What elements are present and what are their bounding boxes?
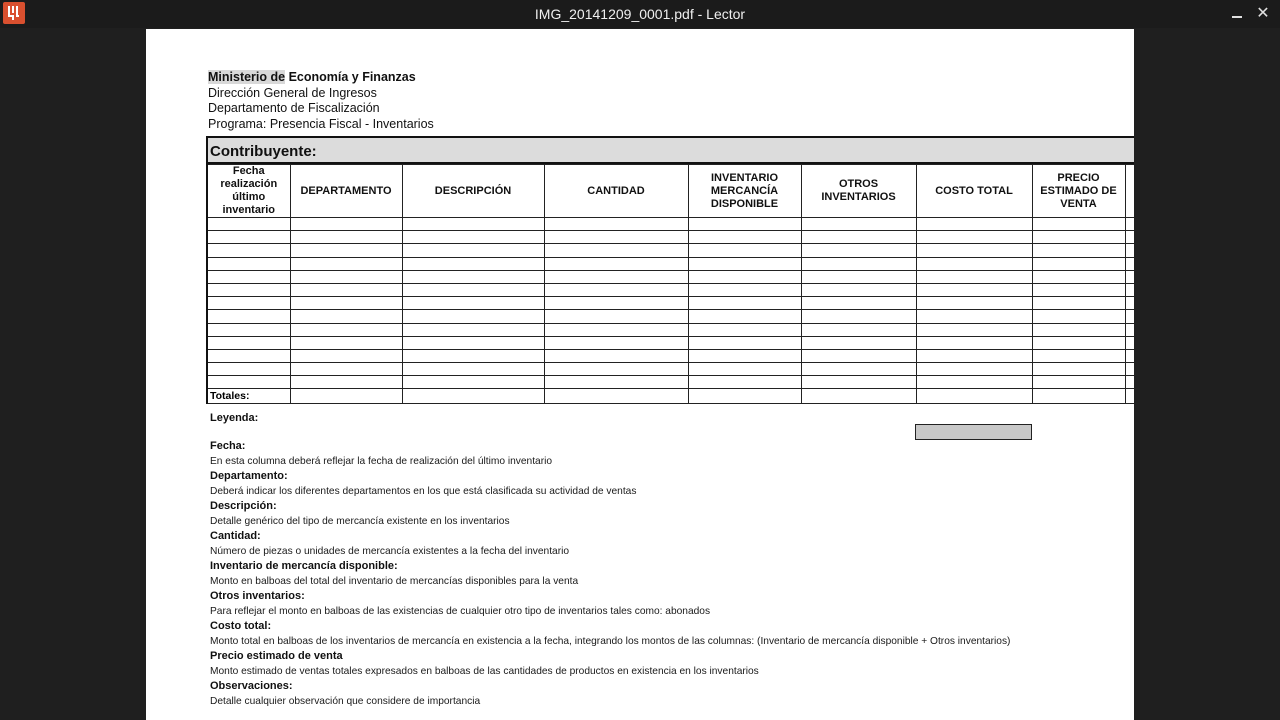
table-cell[interactable] [1032,349,1125,362]
table-cell[interactable] [544,323,688,336]
table-cell[interactable] [544,283,688,296]
close-icon: ✕ [1256,5,1270,22]
table-cell[interactable] [207,323,290,336]
table-cell[interactable] [1125,231,1134,244]
table-cell[interactable] [290,257,402,270]
table-cell[interactable] [688,218,801,231]
table-cell[interactable] [1125,323,1134,336]
header-ministry [208,70,434,86]
table-cell[interactable] [402,376,544,389]
legend-term: Costo total: [210,620,272,632]
table-cell[interactable] [1032,297,1125,310]
table-cell[interactable] [1032,231,1125,244]
table-cell[interactable] [916,323,1032,336]
table-cell[interactable] [801,297,916,310]
table-cell[interactable] [801,270,916,283]
table-row [207,363,1134,376]
table-cell[interactable] [1125,218,1134,231]
legend-item [210,439,1070,469]
col-header-fecha: Fecha realización último inventario [207,165,290,218]
legend-term: Departamento: [210,470,288,482]
legend-item [210,619,1070,649]
table-cell[interactable] [402,283,544,296]
inventory-table [206,164,1134,404]
table-cell[interactable] [207,363,290,376]
table-cell[interactable] [916,310,1032,323]
table-cell[interactable] [1032,218,1125,231]
legend-item [210,679,1070,709]
table-cell[interactable] [916,297,1032,310]
table-cell[interactable] [207,349,290,362]
legend-description: Para reflejar el monto en balboas de las existencias de cualquier otro tipo de inventarios tales como: abonados [210,605,711,617]
document-header [208,70,434,132]
legend-description: Detalle genérico del tipo de mercancía existente en los inventarios [210,515,510,527]
table-cell[interactable] [1032,310,1125,323]
table-row [207,231,1134,244]
header-department: Departamento de Fiscalización [208,101,380,115]
col-header-precio: PRECIO ESTIMADO DE VENTA [1032,165,1125,218]
table-row [207,257,1134,270]
legend-term: Otros inventarios: [210,590,305,602]
table-row [207,376,1134,389]
table-row [207,310,1134,323]
table-cell[interactable] [916,389,1032,404]
table-cell[interactable] [207,244,290,257]
table-cell[interactable] [1125,270,1134,283]
table-cell[interactable] [207,376,290,389]
table-row [207,349,1134,362]
table-cell[interactable] [290,244,402,257]
table-cell[interactable] [916,270,1032,283]
table-cell[interactable] [207,218,290,231]
table-cell[interactable] [688,336,801,349]
table-cell[interactable] [402,231,544,244]
table-cell[interactable] [402,310,544,323]
table-cell[interactable] [916,376,1032,389]
table-cell[interactable] [1125,349,1134,362]
header-ministry-highlight: Ministerio de [208,70,286,84]
table-cell[interactable] [801,389,916,404]
minimize-button[interactable] [1226,4,1248,24]
table-cell[interactable] [916,244,1032,257]
table-cell[interactable] [1125,336,1134,349]
table-cell[interactable] [1125,389,1134,404]
table-cell[interactable] [1032,283,1125,296]
legend-item [210,499,1070,529]
table-cell[interactable] [1125,363,1134,376]
table-cell[interactable] [688,389,801,404]
table-cell[interactable] [688,363,801,376]
legend-description: En esta columna deberá reflejar la fecha de realización del último inventario [210,455,553,467]
table-cell[interactable] [544,297,688,310]
table-cell[interactable] [801,244,916,257]
table-cell[interactable] [290,363,402,376]
document-page[interactable] [146,29,1134,720]
table-cell[interactable] [402,363,544,376]
table-cell[interactable] [688,310,801,323]
table-cell[interactable] [290,336,402,349]
legend-term: Precio estimado de venta [210,650,343,662]
table-cell[interactable] [207,283,290,296]
legend-term: Observaciones: [210,680,293,692]
table-cell[interactable] [1032,376,1125,389]
table-row [207,283,1134,296]
table-cell[interactable] [916,349,1032,362]
legend-item [210,559,1070,589]
table-cell[interactable] [1125,257,1134,270]
totals-label: Totales: [207,389,290,404]
table-cell[interactable] [402,389,544,404]
table-cell[interactable] [290,310,402,323]
table-cell[interactable] [688,283,801,296]
legend-description: Monto en balboas del total del inventario de mercancías disponibles para la venta [210,575,579,587]
table-cell[interactable] [544,218,688,231]
table-cell[interactable] [1032,323,1125,336]
legend-term: Cantidad: [210,530,261,542]
table-cell[interactable] [688,257,801,270]
table-cell[interactable] [1032,270,1125,283]
table-cell[interactable] [290,231,402,244]
table-cell[interactable] [402,349,544,362]
table-cell[interactable] [1125,283,1134,296]
table-cell[interactable] [402,297,544,310]
table-row [207,270,1134,283]
table-cell[interactable] [801,363,916,376]
table-cell[interactable] [688,349,801,362]
legend-title: Leyenda: [210,412,259,424]
contribuyente-label: Contribuyente: [206,136,1134,164]
legend-term: Descripción: [210,500,277,512]
table-cell[interactable] [207,231,290,244]
table-cell[interactable] [544,389,688,404]
table-cell[interactable] [207,310,290,323]
legend-item [210,529,1070,559]
table-cell[interactable] [290,323,402,336]
table-cell[interactable] [1125,244,1134,257]
table-cell[interactable] [544,349,688,362]
col-header-inventario: INVENTARIO MERCANCÍA DISPONIBLE [688,165,801,218]
legend-item [210,649,1070,679]
table-cell[interactable] [801,231,916,244]
table-row [207,244,1134,257]
header-program: Programa: Presencia Fiscal - Inventarios [208,116,434,131]
legend-term: Inventario de mercancía disponible: [210,560,398,572]
table-cell[interactable] [1125,310,1134,323]
table-cell[interactable] [1032,244,1125,257]
table-cell[interactable] [290,218,402,231]
legend [210,412,1011,707]
table-cell[interactable] [402,218,544,231]
table-cell[interactable] [916,283,1032,296]
col-header-costo-total: COSTO TOTAL [916,165,1032,218]
table-row [207,323,1134,336]
table-cell[interactable] [916,363,1032,376]
table-cell[interactable] [1125,376,1134,389]
legend-description: Monto total en balboas de los inventarios de mercancía en existencia a la fecha, integrando los montos de las columnas: (Inventario de mercancía disponible + Otros inventarios) [210,635,1011,647]
legend-term: Fecha: [210,440,246,452]
table-cell[interactable] [801,336,916,349]
col-header-departamento: DEPARTAMENTO [290,165,402,218]
table-cell[interactable] [688,231,801,244]
table-cell[interactable] [801,310,916,323]
table-cell[interactable] [1032,257,1125,270]
header-ministry-rest: Economía y Finanzas [285,70,416,84]
legend-item [210,589,1070,619]
table-cell[interactable] [544,363,688,376]
totals-row [207,389,1134,404]
table-cell[interactable] [1032,363,1125,376]
table-cell[interactable] [207,297,290,310]
table-cell[interactable] [290,349,402,362]
table-cell[interactable] [544,270,688,283]
table-cell[interactable] [688,297,801,310]
table-cell[interactable] [290,297,402,310]
table-cell[interactable] [544,257,688,270]
table-cell[interactable] [801,257,916,270]
table-cell[interactable] [1032,389,1125,404]
table-cell[interactable] [544,376,688,389]
col-header-otros: OTROS INVENTARIOS [801,165,916,218]
table-cell[interactable] [207,336,290,349]
inventory-form [206,136,1134,404]
table-cell[interactable] [544,244,688,257]
table-cell[interactable] [688,323,801,336]
table-cell[interactable] [1125,297,1134,310]
legend-description: Monto estimado de ventas totales expresados en balboas de las cantidades de productos en existencia en los inventarios [210,665,759,677]
table-row [207,336,1134,349]
legend-description: Deberá indicar los diferentes departamentos en los que está clasificada su actividad de ventas [210,485,637,497]
table-cell[interactable] [916,336,1032,349]
table-cell[interactable] [290,376,402,389]
table-cell[interactable] [801,283,916,296]
table-cell[interactable] [916,257,1032,270]
window-title: IMG_20141209_0001.pdf - Lector [534,6,746,22]
legend-description: Número de piezas o unidades de mercancía existentes a la fecha del inventario [210,545,570,557]
legend-items [210,439,1070,709]
table-cell[interactable] [544,310,688,323]
table-cell[interactable] [402,336,544,349]
table-cell[interactable] [801,218,916,231]
table-cell[interactable] [544,336,688,349]
table-cell[interactable] [402,323,544,336]
table-cell[interactable] [916,231,1032,244]
table-header-row [207,165,1134,218]
table-cell[interactable] [402,270,544,283]
legend-description: Detalle cualquier observación que considere de importancia [210,695,481,707]
table-cell[interactable] [688,244,801,257]
table-cell[interactable] [290,283,402,296]
window-titlebar [0,0,1280,28]
table-cell[interactable] [801,376,916,389]
header-direction: Dirección General de Ingresos [208,85,377,100]
table-cell[interactable] [801,323,916,336]
table-cell[interactable] [544,231,688,244]
table-row [207,218,1134,231]
col-header-cantidad: CANTIDAD [544,165,688,218]
cost-total-box[interactable] [915,424,1032,440]
table-cell[interactable] [688,376,801,389]
table-cell[interactable] [207,257,290,270]
legend-item [210,469,1070,499]
table-cell[interactable] [207,270,290,283]
table-cell[interactable] [916,218,1032,231]
table-row [207,297,1134,310]
table-cell[interactable] [290,270,402,283]
table-cell[interactable] [1032,336,1125,349]
close-button[interactable] [1252,4,1274,24]
table-cell[interactable] [402,257,544,270]
table-cell[interactable] [290,389,402,404]
table-body [207,218,1134,404]
col-header-descripcion: DESCRIPCIÓN [402,165,544,218]
table-cell[interactable] [688,270,801,283]
col-header-extra [1125,165,1134,218]
table-cell[interactable] [402,244,544,257]
table-cell[interactable] [801,349,916,362]
